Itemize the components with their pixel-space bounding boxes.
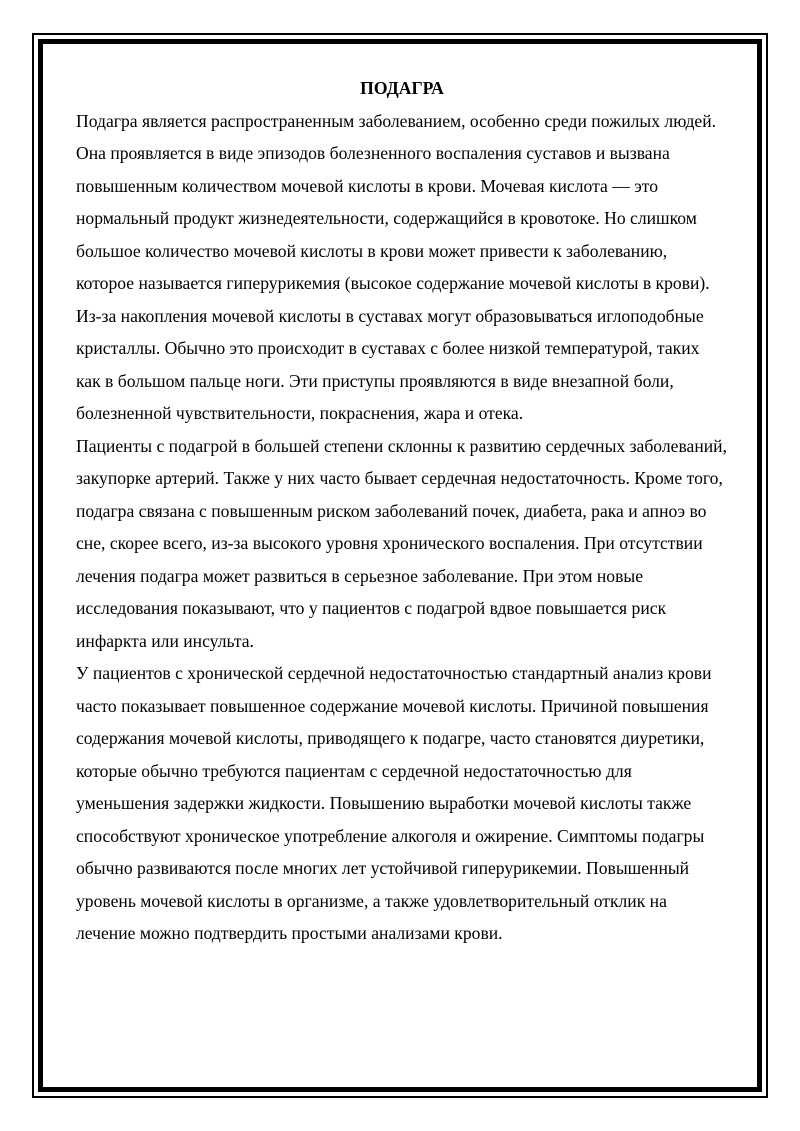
paragraph-1: Подагра является распространенным заболеванием, особенно среди пожилых людей. Она проявляется в виде эпизодов болезненного воспаления суставов и вызвана повышенным количеством мочевой кислоты в крови. Мочевая кислота — это нормальный продукт жизнедеятельности, содержащийся в кровотоке. Но слишком большое количество мочевой кислоты в крови может привести к заболеванию, которое называется гиперурикемия (высокое содержание мочевой кислоты в крови). Из-за накопления мочевой кислоты в суставах могут образовываться иглоподобные кристаллы. Обычно это происходит в суставах с более низкой температурой, таких как в большом пальце ноги. Эти приступы проявляются в виде внезапной боли, болезненной чувствительности, покраснения, жара и отека. xyxy=(76,110,717,423)
document-body xyxy=(76,72,728,950)
document-title: ПОДАГРА xyxy=(360,78,444,98)
paragraph-3: У пациентов с хронической сердечной недостаточностью стандартный анализ крови часто показывает повышенное содержание мочевой кислоты. Причиной повышения содержания мочевой кислоты, приводящего к подагре, часто становятся диуретики, которые обычно требуются пациентам с сердечной недостаточностью для уменьшения задержки жидкости. Повышению выработки мочевой кислоты также способствуют хроническое употребление алкоголя и ожирение. Симптомы подагры обычно развиваются после многих лет устойчивой гиперурикемии. Повышенный уровень мочевой кислоты в организме, а также удовлетворительный отклик на лечение можно подтвердить простыми анализами крови. xyxy=(76,663,712,943)
paragraph-2: Пациенты с подагрой в большей степени склонны к развитию сердечных заболеваний, закупорке артерий. Также у них часто бывает сердечная недостаточность. Кроме того, подагра связана с повышенным риском заболеваний почек, диабета, рака и апноэ во сне, скорее всего, из-за высокого уровня хронического воспаления. При отсутствии лечения подагра может развиться в серьезное заболевание. При этом новые исследования показывают, что у пациентов с подагрой вдвое повышается риск инфаркта или инсульта. xyxy=(76,435,727,651)
